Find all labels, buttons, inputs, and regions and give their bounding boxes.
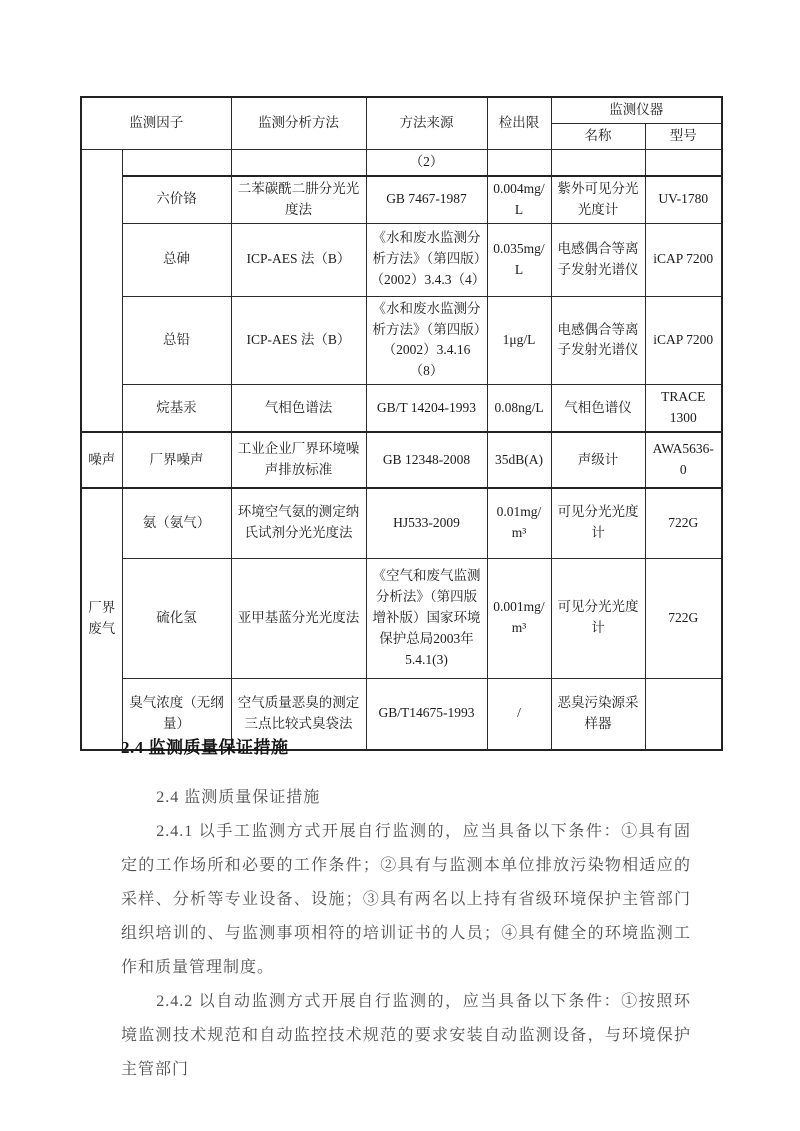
- cell-limit: 35dB(A): [487, 432, 551, 488]
- cell-source: 《空气和废气监测分析法》（第四版增补版）国家环境保护总局2003年5.4.1(3): [366, 558, 487, 678]
- cell-limit: 0.08ng/L: [487, 385, 551, 432]
- cell-limit: 1μg/L: [487, 296, 551, 385]
- header-source: 方法来源: [366, 97, 487, 149]
- cell-method: ICP-AES 法（B）: [231, 223, 366, 296]
- cell-name: [551, 149, 645, 175]
- header-instrument: 监测仪器: [551, 97, 722, 123]
- group-cell: 厂界废气: [81, 488, 122, 750]
- cell-name: 气相色谱仪: [551, 385, 645, 432]
- header-limit: 检出限: [487, 97, 551, 149]
- cell-method: 二苯碳酰二肼分光光度法: [231, 176, 366, 223]
- table-row: [81, 558, 722, 678]
- table-row: [81, 432, 722, 488]
- cell-factor: [122, 149, 231, 175]
- cell-source: （2）: [366, 149, 487, 175]
- cell-source: 《水和废水监测分析方法》（第四版）（2002）3.4.3（4）: [366, 223, 487, 296]
- cell-factor: 厂界噪声: [122, 432, 231, 488]
- cell-method: 空气质量恶臭的测定三点比较式臭袋法: [231, 678, 366, 750]
- cell-method: ICP-AES 法（B）: [231, 296, 366, 385]
- table-row: [81, 223, 722, 296]
- section-heading: 2.4 监测质量保证措施: [121, 738, 289, 757]
- cell-limit: 0.01mg/m³: [487, 488, 551, 558]
- table-row: [81, 385, 722, 432]
- table-row: [81, 149, 722, 175]
- cell-source: GB/T14675-1993: [366, 678, 487, 750]
- header-instrument-model: 型号: [645, 123, 722, 149]
- cell-model: iCAP 7200: [645, 296, 722, 385]
- cell-name: 可见分光光度计: [551, 558, 645, 678]
- cell-name: 电感偶合等离子发射光谱仪: [551, 223, 645, 296]
- cell-factor: 氨（氨气）: [122, 488, 231, 558]
- header-factor: 监测因子: [81, 97, 231, 149]
- cell-factor: 总砷: [122, 223, 231, 296]
- paragraph-2-4-1: 2.4.1 以手工监测方式开展自行监测的，应当具备以下条件：①具有固定的工作场所和必要的工作条件；②具有与监测本单位排放污染物相适应的采样、分析等专业设备、设施；③具有两名以上持有省级环境保护主管部门组织培训的、与监测事项相符的培训证书的人员；④具有健全的环境监测工作和质量管理制度。: [121, 823, 691, 976]
- monitoring-table: [80, 96, 723, 751]
- table-row: [81, 176, 722, 223]
- cell-factor: 硫化氢: [122, 558, 231, 678]
- cell-model: AWA5636-0: [645, 432, 722, 488]
- cell-model: 722G: [645, 558, 722, 678]
- cell-factor: 臭气浓度（无纲量）: [122, 678, 231, 750]
- header-method: 监测分析方法: [231, 97, 366, 149]
- cell-model: TRACE 1300: [645, 385, 722, 432]
- cell-method: [231, 149, 366, 175]
- paragraph-2-4-2: 2.4.2 以自动监测方式开展自行监测的，应当具备以下条件：①按照环境监测技术规范和自动监控技术规范的要求安装自动监测设备，与环境保护主管部门: [121, 993, 691, 1078]
- cell-limit: 0.001mg/m³: [487, 558, 551, 678]
- group-cell: [81, 149, 122, 432]
- cell-method: 环境空气氨的测定纳氏试剂分光光度法: [231, 488, 366, 558]
- table-row: [81, 488, 722, 558]
- cell-model: iCAP 7200: [645, 223, 722, 296]
- cell-factor: 烷基汞: [122, 385, 231, 432]
- cell-factor: 六价铬: [122, 176, 231, 223]
- cell-model: UV-1780: [645, 176, 722, 223]
- header-instrument-name: 名称: [551, 123, 645, 149]
- cell-method: 工业企业厂界环境噪声排放标准: [231, 432, 366, 488]
- cell-name: 紫外可见分光光度计: [551, 176, 645, 223]
- section-2-4: [121, 737, 691, 1087]
- cell-limit: 0.004mg/L: [487, 176, 551, 223]
- cell-source: GB/T 14204-1993: [366, 385, 487, 432]
- cell-name: 声级计: [551, 432, 645, 488]
- table-row: [81, 296, 722, 385]
- cell-name: 电感偶合等离子发射光谱仪: [551, 296, 645, 385]
- cell-source: HJ533-2009: [366, 488, 487, 558]
- cell-source: 《水和废水监测分析方法》（第四版）（2002）3.4.16（8）: [366, 296, 487, 385]
- cell-model: [645, 149, 722, 175]
- cell-method: 亚甲基蓝分光光度法: [231, 558, 366, 678]
- cell-limit: /: [487, 678, 551, 750]
- group-cell: 噪声: [81, 432, 122, 488]
- cell-source: GB 12348-2008: [366, 432, 487, 488]
- cell-limit: [487, 149, 551, 175]
- cell-name: 可见分光光度计: [551, 488, 645, 558]
- cell-method: 气相色谱法: [231, 385, 366, 432]
- cell-source: GB 7467-1987: [366, 176, 487, 223]
- table-header-row: [81, 97, 722, 123]
- cell-model: 722G: [645, 488, 722, 558]
- paragraph-2-4: 2.4 监测质量保证措施: [156, 789, 321, 806]
- cell-factor: 总铅: [122, 296, 231, 385]
- cell-name: 恶臭污染源采样器: [551, 678, 645, 750]
- cell-limit: 0.035mg/L: [487, 223, 551, 296]
